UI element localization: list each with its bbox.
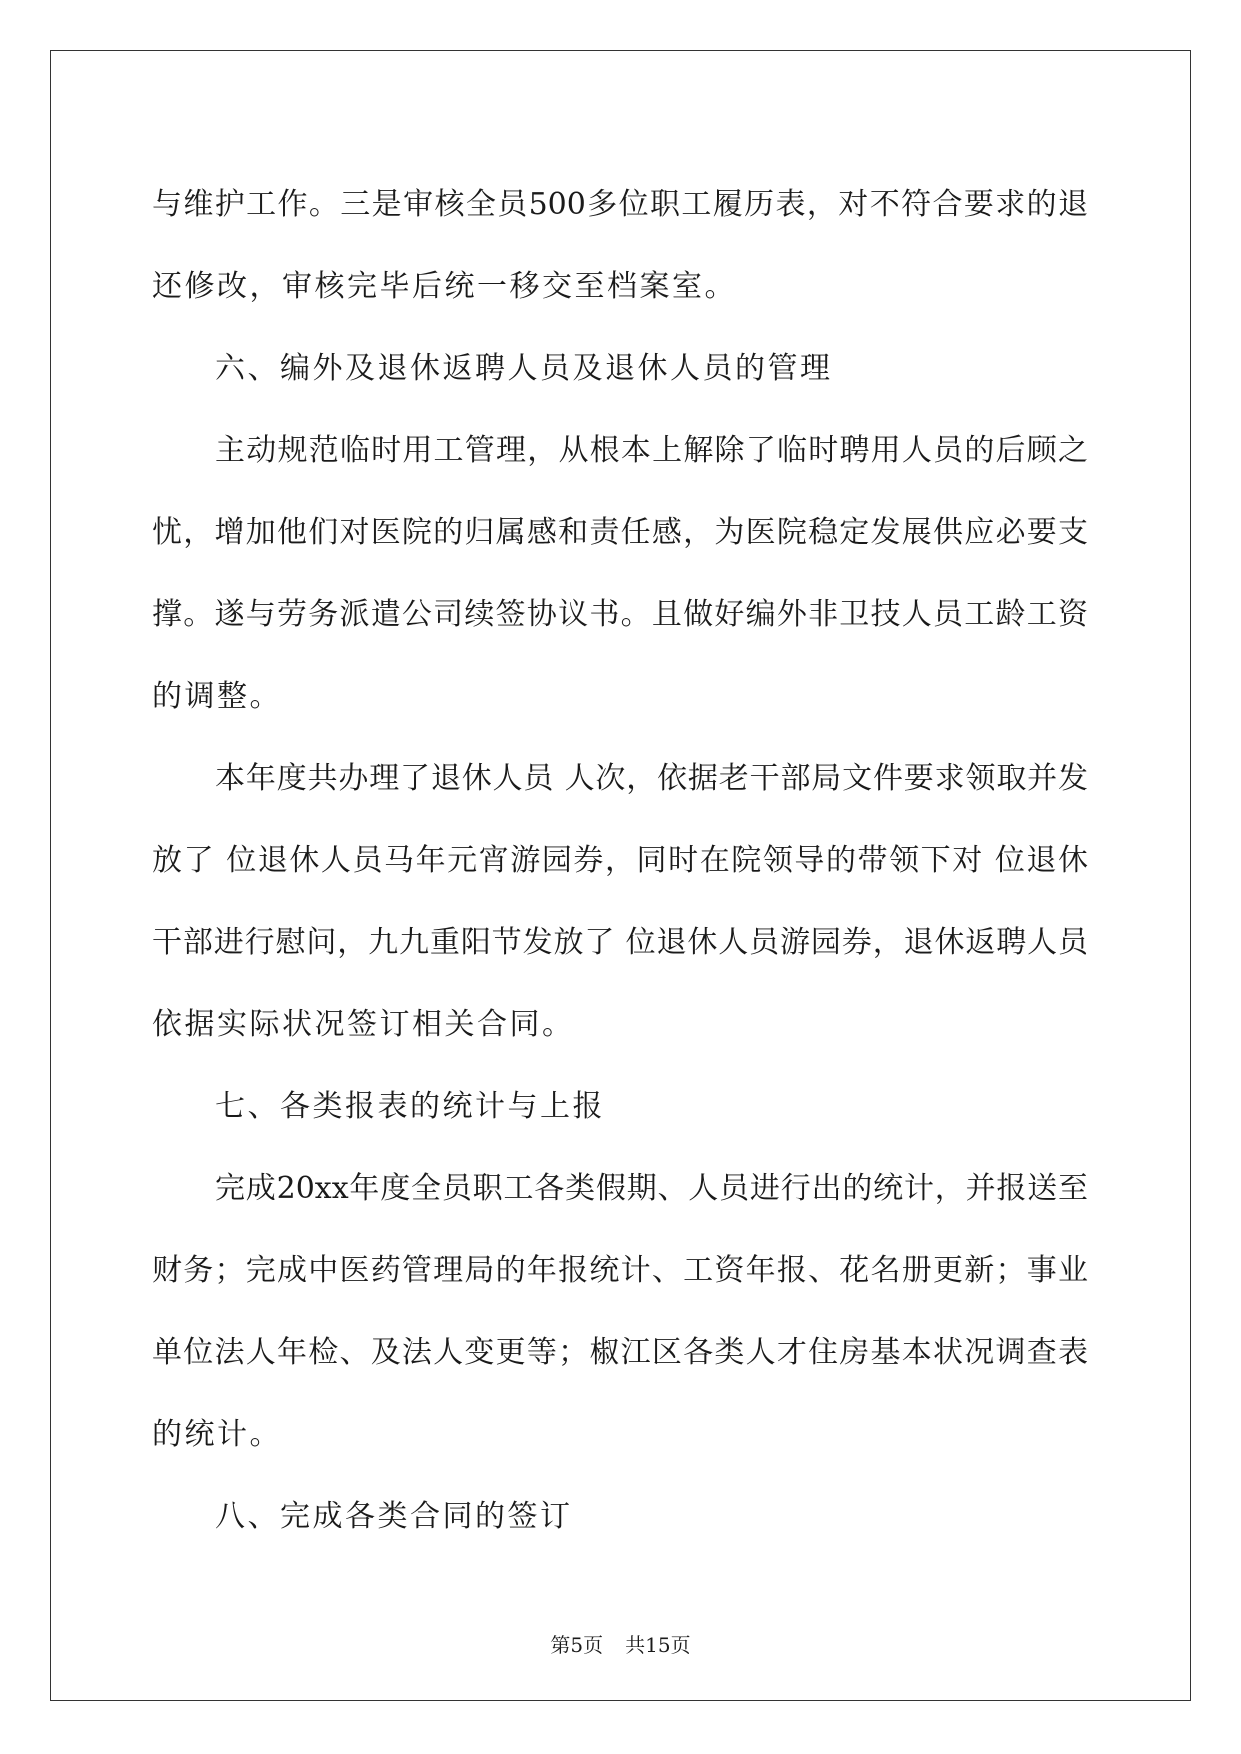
paragraph-line: 主动规范临时用工管理，从根本上解除了临时聘用人员的后顾之 xyxy=(215,433,1088,468)
section-heading: 六、编外及退休返聘人员及退休人员的管理 xyxy=(215,351,833,386)
document-body xyxy=(152,164,1088,1558)
paragraph-line: 的统计。 xyxy=(152,1417,282,1452)
paragraph-line: 本年度共办理了退休人员 人次，依据老干部局文件要求领取并发 xyxy=(215,761,1088,796)
paragraph-line: 忧，增加他们对医院的归属感和责任感，为医院稳定发展供应必要支 xyxy=(152,515,1088,550)
paragraph-line: 与维护工作。三是审核全员500多位职工履历表，对不符合要求的退 xyxy=(152,187,1088,222)
page-number: 第5页 xyxy=(550,1633,604,1657)
section-heading: 八、完成各类合同的签订 xyxy=(215,1499,573,1534)
paragraph-line: 财务；完成中医药管理局的年报统计、工资年报、花名册更新；事业 xyxy=(152,1253,1088,1288)
paragraph-line: 的调整。 xyxy=(152,679,282,714)
section-heading: 七、各类报表的统计与上报 xyxy=(215,1089,605,1124)
paragraph-line: 放了 位退休人员马年元宵游园券，同时在院领导的带领下对 位退休 xyxy=(152,843,1088,878)
page-total: 共15页 xyxy=(625,1633,691,1657)
paragraph-line: 完成20xx年度全员职工各类假期、人员进行出的统计，并报送至 xyxy=(215,1171,1088,1206)
paragraph-line: 还修改，审核完毕后统一移交至档案室。 xyxy=(152,269,737,304)
paragraph-line: 撑。遂与劳务派遣公司续签协议书。且做好编外非卫技人员工龄工资 xyxy=(152,597,1088,632)
paragraph-line: 干部进行慰问，九九重阳节发放了 位退休人员游园券，退休返聘人员 xyxy=(152,925,1088,960)
page-footer xyxy=(0,1629,1241,1658)
paragraph-line: 依据实际状况签订相关合同。 xyxy=(152,1007,575,1042)
paragraph-line: 单位法人年检、及法人变更等；椒江区各类人才住房基本状况调查表 xyxy=(152,1335,1088,1370)
